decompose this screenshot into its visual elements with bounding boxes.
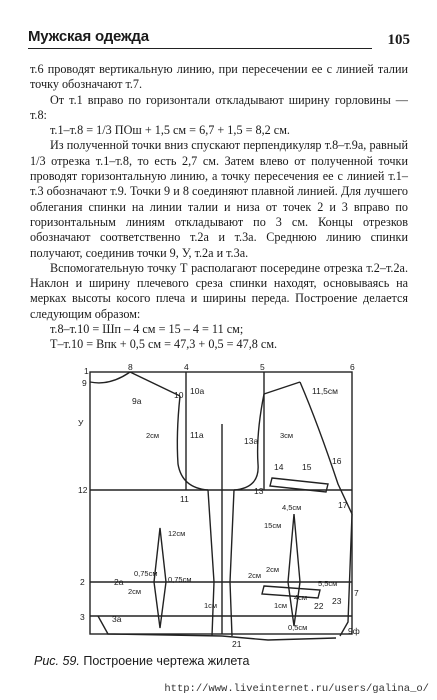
point-label: 11 (180, 494, 189, 504)
measure-label: 2см (128, 587, 142, 596)
back-neckline (90, 372, 130, 383)
point-label: 15 (302, 462, 312, 472)
front-neckline (300, 382, 352, 514)
measure-label: 2см (248, 571, 262, 580)
point-label: 10 (174, 390, 184, 400)
measure-label: 4,5см (282, 503, 302, 512)
formula: т.1–т.8 = 1/3 ПОш + 1,5 см = 6,7 + 1,5 = 8,2 см. (50, 123, 290, 138)
lower-pocket (262, 586, 320, 598)
point-label: 5 (260, 364, 265, 372)
measure-label: 5,5см (318, 579, 338, 588)
figure-number: Рис. 59. (34, 654, 80, 668)
point-label: 23 (332, 596, 342, 606)
point-label: 16 (332, 456, 342, 466)
point-label: 6 (350, 364, 355, 372)
front-edge (340, 514, 352, 636)
point-label: 12 (78, 485, 88, 495)
point-label: 9ф (348, 626, 360, 636)
page-header (28, 22, 410, 52)
point-label: 11,5см (312, 386, 339, 396)
measure-label: 1см (204, 601, 218, 610)
point-label: 4 (184, 364, 189, 372)
paragraph: Из полученной точки вниз спускают перпендикуляр т.8–т.9а, равный 1/3 отрезка т.1–т.8, то есть 2,7 см. Затем влево от полученной точки проводят горизонтальную линию, а точку пересечения ее с линией т.1–т.3 обозначают т.9. Точки 9 и 8 соединяют плавной линией. Для лучшего облегания спинки на линии талии и низа от точек 2 и 3 вправо по горизонтальным линиям откладывают по 3 см. Концы отрезков обозначают соответственно т.2а и т.3а. Среднюю линию спинки получают, соединив точки 9, У, т.2а и т.3а. (30, 138, 408, 260)
point-label: 1 (84, 366, 89, 376)
back-armhole (177, 396, 208, 490)
running-head: Мужская одежда (28, 28, 149, 45)
point-label: 7 (354, 588, 359, 598)
back-side-seam (208, 490, 214, 636)
measure-label: 15см (264, 521, 282, 530)
paragraph: Вспомогательную точку Т располагают посередине отрезка т.2–т.2а. Наклон и ширину плечевого среза спинки находят, основываясь на мерках высоты косого плеча и ширины переда. Построение делается следующим образом: (30, 260, 408, 321)
measure-label: 3см (280, 431, 294, 440)
measure-label: 2см (266, 565, 280, 574)
back-shoulder-line (130, 372, 180, 396)
source-url: http://www.liveinternet.ru/users/galina_o/ (164, 683, 429, 695)
measure-label: 12см (168, 529, 186, 538)
point-label: 21 (232, 639, 242, 649)
point-label: 10а (190, 386, 205, 396)
measure-label: 2см (146, 431, 160, 440)
measure-label: 1см (274, 601, 288, 610)
point-label: 22 (314, 601, 324, 611)
point-label: 3а (112, 614, 122, 624)
back-dart (154, 528, 166, 628)
point-label: 13 (254, 486, 264, 496)
paragraph: т.6 проводят вертикальную линию, при пересечении ее с линией талии точку обозначают т.7. (30, 62, 408, 92)
point-label: 11а (190, 430, 204, 440)
figure-caption (34, 654, 249, 668)
measure-label: 4см (294, 593, 308, 602)
header-rule (28, 48, 372, 49)
point-label: У (78, 418, 84, 428)
point-label: 3 (80, 612, 85, 622)
front-dart (288, 514, 300, 626)
page-number: 105 (387, 32, 410, 48)
formula: Т–т.10 = Впк + 0,5 см = 47,3 + 0,5 = 47,8 см. (50, 337, 278, 352)
point-label: 13а (244, 436, 259, 446)
figure-caption-text: Построение чертежа жилета (83, 654, 250, 668)
point-label: 17 (338, 500, 348, 510)
measure-label: 0,75см (134, 569, 158, 578)
paragraph: От т.1 вправо по горизонтали откладывают ширину горловины — т.8: (30, 92, 408, 122)
point-label: 9а (132, 396, 142, 406)
point-label: 2 (80, 577, 85, 587)
body-text (30, 62, 408, 353)
front-shoulder-line (264, 382, 300, 394)
point-label: 8 (128, 364, 133, 372)
point-label: 2а (114, 577, 124, 587)
measure-label: 0,75см (168, 575, 192, 584)
point-label: 9 (82, 378, 87, 388)
vest-pattern-drawing (68, 364, 380, 650)
front-side-seam (230, 490, 234, 636)
measure-label: 0,5см (288, 623, 308, 632)
point-label: 14 (274, 462, 284, 472)
formula: т.8–т.10 = Шп – 4 см = 15 – 4 = 11 см; (50, 322, 244, 337)
